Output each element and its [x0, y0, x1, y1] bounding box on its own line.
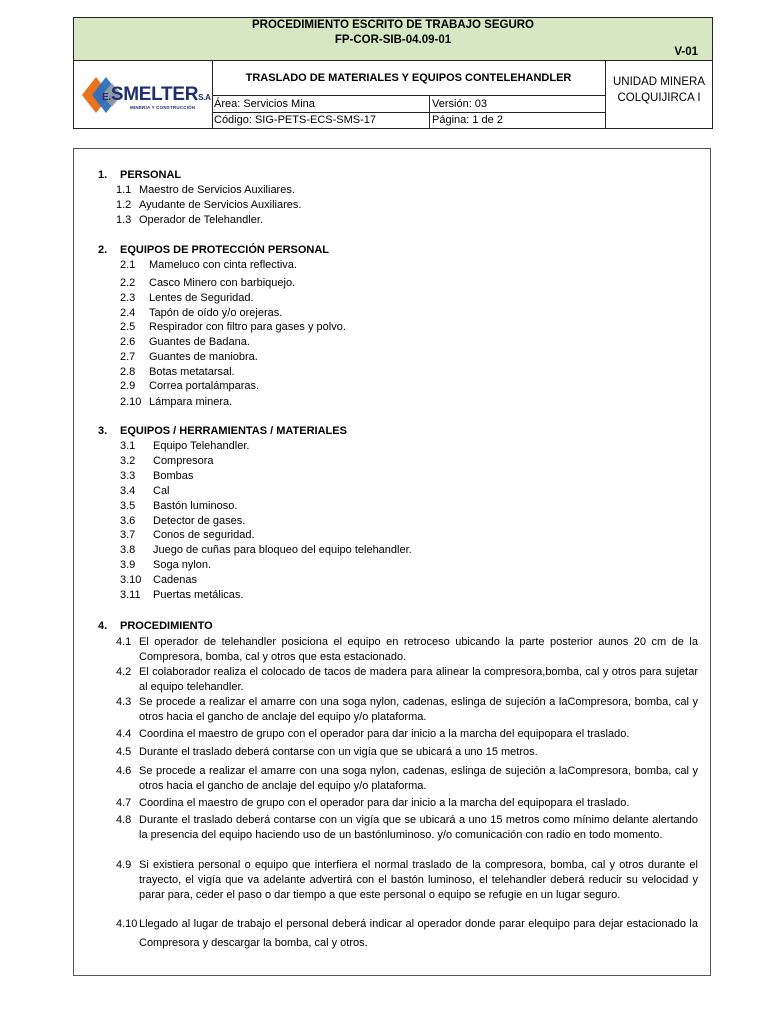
logo-tagline: MINERÍA Y CONSTRUCCIÓN — [130, 105, 196, 110]
page-field: Página: 1 de 2 — [432, 114, 503, 126]
company-logo — [74, 61, 213, 128]
procedure-step: 4.1 El operador de telehandler posiciona el equipo en retroceso ubicando la parte posterior aunos 20 cm de la Compresora, bomba, cal y otros que esta estacionado. — [116, 636, 698, 663]
procedure-step: 4.3 Se procede a realizar el amarre con una soga nylon, cadenas, eslinga de sujeción a laCompresora, bomba, cal y otros hacia el gancho de anclaje del equipo y/o plataforma. — [116, 696, 698, 723]
procedure-step: 4.8 Durante el traslado deberá contarse con un vigía que se ubicará a uno 15 metros como mínimo delante alertando la presencia del equipo haciendo uso de un bastónluminoso. y/o comunicación con radio en todo momento. — [116, 814, 698, 841]
meta-row — [212, 112, 605, 128]
mining-unit-name: UNIDAD MINERA COLQUIJIRCA I — [612, 76, 705, 104]
area-field: Área: Servicios Mina — [212, 96, 430, 112]
meta-row — [212, 96, 605, 113]
procedure-step: 4.5 Durante el traslado deberá contarse con un vigía que se ubicará a uno 15 metros. — [116, 746, 538, 758]
procedure-title: PROCEDIMIENTO ESCRITO DE TRABAJO SEGURO — [252, 19, 534, 31]
header-info-table — [73, 61, 713, 129]
section-heading: 1. PERSONAL — [98, 169, 182, 181]
document-body: 1. PERSONAL 1.1 Maestro de Servicios Auxiliares. 1.2 Ayudante de Servicios Auxiliares. 1.3 Operador de Telehandler. 2. EQUIPOS DE PROTECCIÓN PERSONAL 2.1 Mameluco con cinta reflectiva. 2.2 Casco Minero con barbiquejo. 2.3 Lentes de Seguridad. 2.4 Tapón de oído y/o orejeras. 2.5 Respirador con filtro para gases y polvo. 2.6 Guantes de Badana. 2.7 Guantes de maniobra. 2.8 Botas metatarsal. 2.9 Correa portalámparas. 2.10 Lámpara minera. 3. EQUIPOS / HERRAMIENTAS / MATERIALES 3.1 Equipo Telehandler. 3.2 Compresora 3.3 Bombas 3.4 Cal 3.5 Bastón luminoso. 3.6 Detector de gases. 3.7 Conos de seguridad. 3.8 Juego de cuñas para bloqueo del equipo telehandler. 3.9 Soga nylon. 3.10 Cadenas 3.11 Puertas metálicas. 4. PROCEDIMIENTO 4.1 El operador de telehandler posiciona el equipo en retroceso ubicando la parte posterior aunos 20 cm de la Compresora, bomba, cal y otros que esta estacionado. 4.2 El colaborador realiza el colocado de tacos de madera para alinear la compresora,bomba, cal y otros para sujetar al equipo telehandler. 4.3 Se procede a realizar el amarre con una soga nylon, cadenas, eslinga de sujeción a laCompresora, bomba, cal y otros hacia el gancho de anclaje del equipo y/o plataforma. 4.4 Coordina el maestro de grupo con el operador para dar inicio a la marcha del equipopara el traslado. 4.5 Durante el traslado deberá contarse con un vigía que se ubicará a uno 15 metros. 4.6 Se procede a realizar el amarre con una soga nylon, cadenas, eslinga de sujeción a laCompresora, bomba, cal y otros hacia el gancho de anclaje del equipo y/o plataforma. 4.7 Coordina el maestro de grupo con el operador para dar inicio a la marcha del equipopara el traslado. 4.8 Durante el traslado deberá contarse con un vigía que se ubicará a uno 15 metros como mínimo delante alertando la presencia del equipo haciendo uso de un bastónluminoso. y/o comunicación con radio en todo momento. 4.9 Si existiera personal o equipo que interfiera el normal traslado de la compresora, bomba, cal y otros durante el trayecto, el vigía que va adelante advertirá con el bastón luminoso, el telehandler deberá reducir su velocidad y parar para, ceder el paso o dar tiempo a que este personal o equipo se refugie en un lugar seguro. 4.10 Llegado al lugar de trabajo el personal deberá indicar al operador donde parar elequipo para dejar estacionado la Compresora y descargar la bomba, cal y otros. — [73, 148, 711, 976]
document-info — [212, 61, 606, 128]
procedure-step: 4.9 Si existiera personal o equipo que interfiera el normal traslado de la compresora, bomba, cal y otros durante el trayecto, el vigía que va adelante advertirá con el bastón luminoso, el telehandler deberá reducir su velocidad y parar para, ceder el paso o dar tiempo a que este personal o equipo se refugie en un lugar seguro. — [116, 859, 698, 901]
procedure-step: 4.6 Se procede a realizar el amarre con una soga nylon, cadenas, eslinga de sujeción a laCompresora, bomba, cal y otros hacia el gancho de anclaje del equipo y/o plataforma. — [116, 765, 698, 792]
mining-unit — [605, 61, 713, 128]
form-version: V-01 — [674, 46, 698, 58]
section-heading: 4. PROCEDIMIENTO — [98, 620, 213, 632]
header-top-band — [73, 17, 713, 61]
document-title: TRASLADO DE MATERIALES Y EQUIPOS CONTELEHANDLER — [212, 61, 605, 96]
version-field: Versión: 03 — [432, 98, 488, 110]
procedure-step: 4.4 Coordina el maestro de grupo con el operador para dar inicio a la marcha del equipopara el traslado. — [116, 728, 630, 740]
procedure-step: 4.7 Coordina el maestro de grupo con el operador para dar inicio a la marcha del equipopara el traslado. — [116, 797, 630, 809]
section-heading: 3. EQUIPOS / HERRAMIENTAS / MATERIALES — [98, 425, 347, 437]
procedure-code: FP-COR-SIB-04.09-01 — [334, 34, 452, 46]
procedure-step: 4.2 El colaborador realiza el colocado de tacos de madera para alinear la compresora,bomba, cal y otros para sujetar al equipo telehandler. — [116, 666, 698, 693]
document-header — [73, 17, 713, 129]
procedure-step: 4.10 Llegado al lugar de trabajo el personal deberá indicar al operador donde parar elequipo para dejar estacionado la Compresora y descargar la bomba, cal y otros. — [116, 918, 698, 949]
section-heading: 2. EQUIPOS DE PROTECCIÓN PERSONAL — [98, 244, 330, 256]
code-field: Código: SIG-PETS-ECS-SMS-17 — [212, 112, 430, 128]
logo-brand-text: E.SMELTERS.A — [102, 84, 211, 105]
